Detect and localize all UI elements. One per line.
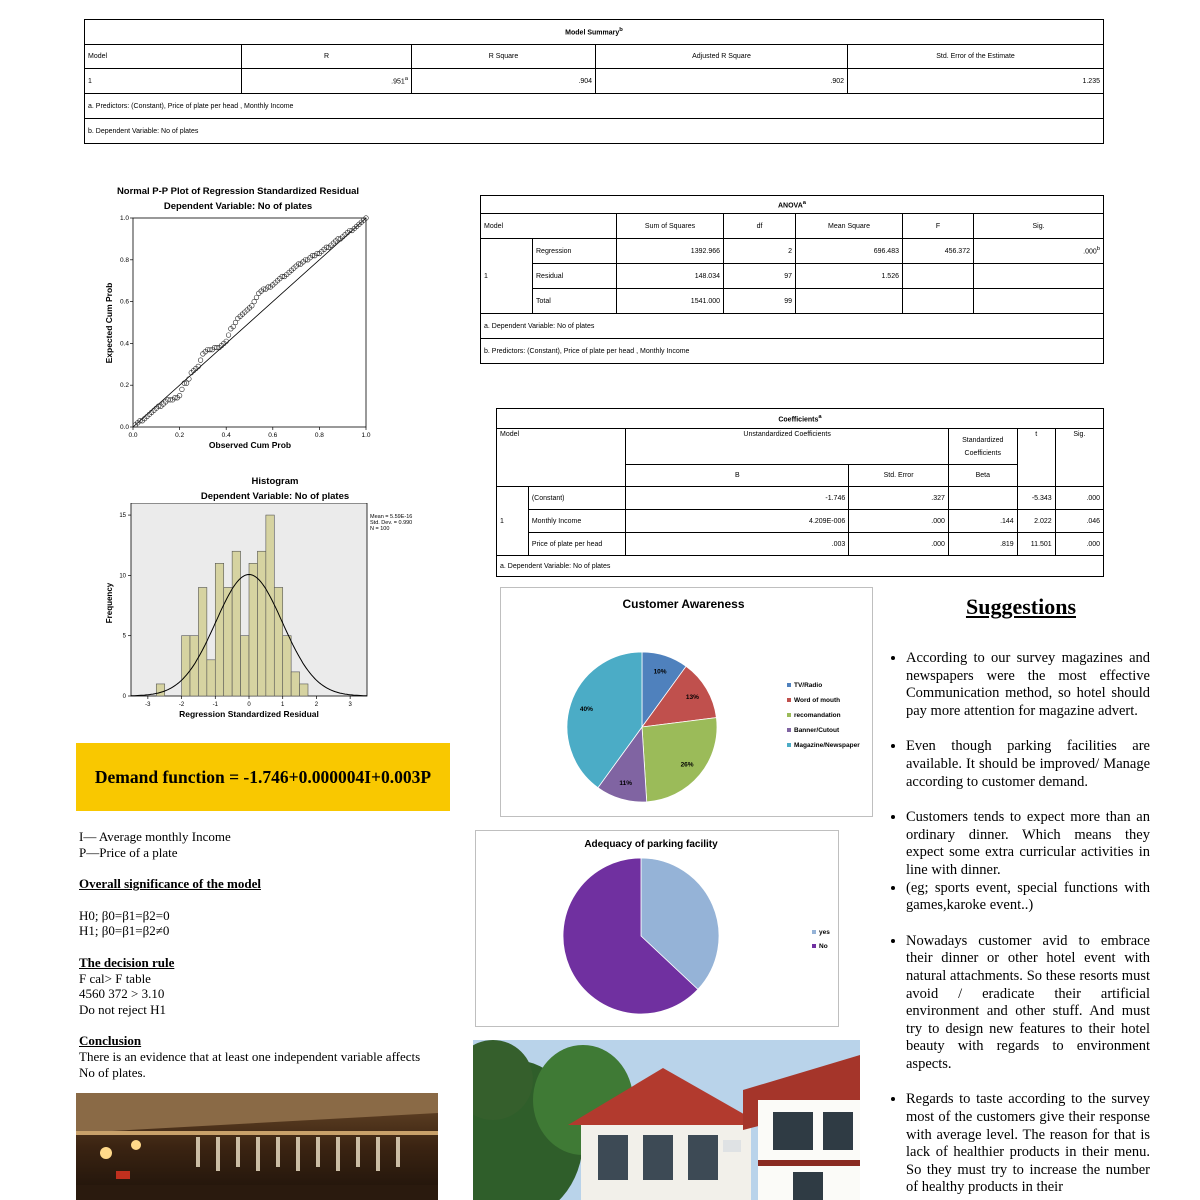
anova-cell-f (903, 289, 974, 314)
anova-model-num: 1 (481, 239, 533, 314)
ms-cell-adj-r-square: .902 (596, 69, 848, 94)
hist-bar (266, 515, 274, 696)
ms-header-r-square: R Square (412, 45, 596, 69)
anova-row-label: Residual (533, 264, 617, 289)
ms-cell-model: 1 (85, 69, 242, 94)
legend-label: recomandation (794, 712, 841, 719)
model-summary-table-wrap (84, 19, 1104, 144)
model-summary-table (84, 19, 1104, 144)
anova-cell-df: 99 (724, 289, 796, 314)
pie-data-label: 26% (680, 761, 694, 769)
pp-x-tick-label: 0.2 (175, 432, 185, 439)
ms-header-std-error: Std. Error of the Estimate (848, 45, 1104, 69)
anova-row-label: Regression (533, 239, 617, 264)
hist-bar (198, 587, 206, 696)
hist-stat-sd: Std. Dev. = 0.990 (370, 520, 413, 526)
suggestion-item: • Nowadays customer avid to embrace their dinner or other hotel event with natural attachments. So these resorts must avoid / eradicate their artificial environment and other stuff. And must try to design new features to their hotel beauty with regards to environment aspects. (906, 933, 1150, 1074)
anova-cell-f (903, 264, 974, 289)
def-price: P—Price of a plate (79, 844, 178, 860)
suggestion-item: • (eg; sports event, special functions with games,karoke event..) (906, 880, 1150, 915)
conclusion-heading: Conclusion (79, 1033, 142, 1049)
coef-cell-t: -5.343 (1017, 487, 1055, 510)
legend-label: yes (819, 929, 830, 936)
parking-title: Adequacy of parking facility (584, 839, 718, 850)
anova-cell-df: 2 (724, 239, 796, 264)
suggestions-list (888, 650, 1150, 1197)
anova-cell-df: 97 (724, 264, 796, 289)
anova-title: ANOVA$^a$ (481, 196, 1104, 214)
anova-cell-ms (796, 289, 903, 314)
hist-x-tick-label: 0 (247, 702, 251, 708)
pp-plot (100, 186, 371, 450)
pp-plot-ylabel: Expected Cum Prob (104, 282, 114, 364)
hist-x-tick-label: -2 (178, 702, 185, 708)
conclusion-line-1: There is an evidence that at least one independent variable affects (79, 1048, 421, 1064)
pp-plot-title: Normal P-P Plot of Regression Standardized Residual (116, 186, 360, 197)
anova-cell-f: 456.372 (903, 239, 974, 264)
legend-label: Word of mouth (794, 697, 841, 704)
coef-cell-b: -1.746 (626, 487, 849, 510)
hist-x-tick-label: 2 (314, 702, 319, 708)
anova-cell-ms: 1.526 (796, 264, 903, 289)
hotel-building-photo (473, 1040, 860, 1200)
coef-cell-sig: .000 (1055, 487, 1103, 510)
anova-note-a: a. Dependent Variable: No of plates (481, 314, 1104, 339)
histogram (100, 476, 430, 719)
coefficients-title: Coefficients$^a$ (497, 409, 1104, 429)
coefficients-table (496, 408, 1104, 577)
coef-row-label: (Constant) (528, 487, 626, 510)
anova-header-sig: Sig. (974, 214, 1104, 239)
ms-cell-std-error: 1.235 (848, 69, 1104, 94)
pie-data-label: 40% (579, 705, 593, 713)
anova-cell-ss: 1392.966 (617, 239, 724, 264)
coef-note-a: a. Dependent Variable: No of plates (497, 556, 1104, 577)
histogram-xlabel: Regression Standardized Residual (179, 709, 319, 719)
coef-header-std: Standardized Coefficients (948, 429, 1017, 465)
coef-header-t: t (1017, 429, 1055, 487)
decision-rule-heading: The decision rule (79, 954, 175, 970)
coef-cell-se: .000 (849, 533, 949, 556)
customer-awareness-chart (500, 587, 873, 817)
histogram-svg (100, 503, 440, 753)
coef-cell-beta: .819 (948, 533, 1017, 556)
pie-data-label: 13% (685, 694, 699, 702)
anova-cell-ss: 1541.000 (617, 289, 724, 314)
coef-header-model: Model (497, 429, 626, 487)
coef-row-label: Monthly Income (528, 510, 626, 533)
hist-bar (249, 563, 257, 696)
h1-line: H1; β0=β1=β2≠0 (79, 923, 170, 939)
legend-label: TV/Radio (794, 682, 823, 689)
h0-line: H0; β0=β1=β2=0 (79, 907, 170, 923)
decision-line-3: Do not reject H1 (79, 1001, 167, 1017)
histogram-title: Histogram (251, 476, 299, 487)
legend-swatch (787, 683, 791, 687)
hist-y-tick-label: 15 (119, 513, 126, 520)
hist-bar (215, 563, 223, 696)
hist-x-tick-label: 1 (281, 702, 285, 708)
hist-x-tick-label: -1 (212, 702, 218, 708)
pp-y-tick-label: 1.0 (119, 215, 129, 222)
pp-x-tick-label: 0.6 (268, 432, 278, 439)
awareness-title: Customer Awareness (622, 597, 745, 611)
hist-bar (207, 660, 215, 696)
anova-table (480, 195, 1104, 364)
legend-label: Magazine/Newspaper (794, 742, 860, 749)
suggestion-item: • Customers tends to expect more than an ordinary dinner. Which means they expect some extra curricular activities in line with dinner. (906, 809, 1150, 879)
awareness-pie-svg (501, 616, 872, 816)
decision-line-2: 4560 372 > 3.10 (79, 986, 165, 1002)
anova-note-b: b. Predictors: (Constant), Price of plate per head , Monthly Income (481, 339, 1104, 364)
coef-header-b: B (626, 465, 849, 487)
histogram-ylabel: Frequency (105, 582, 114, 624)
hist-y-tick-label: 10 (119, 573, 126, 580)
coef-row-label: Price of plate per head (528, 533, 626, 556)
coef-header-sig: Sig. (1055, 429, 1103, 487)
pp-y-tick-label: 0.2 (119, 382, 129, 390)
ms-note-b: b. Dependent Variable: No of plates (85, 119, 1104, 144)
pie-data-label: 10% (653, 668, 667, 676)
parking-pie-svg (476, 851, 838, 1026)
left-text-block (79, 829, 459, 1080)
def-income: I— Average monthly Income (79, 829, 231, 844)
hist-bar (300, 684, 308, 696)
ms-header-adj-r-square: Adjusted R Square (596, 45, 848, 69)
coef-model-num: 1 (497, 487, 529, 556)
anova-header-model: Model (481, 214, 617, 239)
anova-header-df: df (724, 214, 796, 239)
coef-cell-se: .000 (849, 510, 949, 533)
hist-bar (274, 587, 282, 696)
pie-slice (642, 718, 717, 802)
pie-data-label: 11% (619, 780, 633, 788)
hist-bar (182, 636, 190, 696)
hist-bar (291, 672, 299, 696)
legend-swatch (787, 728, 791, 732)
anova-cell-ms: 696.483 (796, 239, 903, 264)
coef-cell-b: 4.209E-006 (626, 510, 849, 533)
histogram-subtitle: Dependent Variable: No of plates (200, 491, 350, 502)
conclusion-line-2: No of plates. (79, 1064, 146, 1080)
decision-line-1: F cal> F table (79, 970, 151, 986)
hist-bar (224, 587, 232, 696)
hist-stat-n: N = 100 (370, 526, 390, 532)
coef-cell-se: .327 (849, 487, 949, 510)
ms-note-a: a. Predictors: (Constant), Price of plate per head , Monthly Income (85, 94, 1104, 119)
anova-header-ms: Mean Square (796, 214, 903, 239)
pp-x-tick-label: 0.4 (221, 432, 231, 439)
pp-y-tick-label: 0.0 (119, 424, 129, 431)
suggestions-title: Suggestions (965, 594, 1077, 619)
anova-header-f: F (903, 214, 974, 239)
hist-bar (283, 636, 291, 696)
legend-swatch (812, 930, 816, 934)
anova-cell-sig (974, 264, 1104, 289)
hist-stat-mean: Mean = 5.59E-16 (370, 514, 413, 520)
suggestion-item: • Regards to taste according to the survey most of the customers give their response with average level. The reason for that is lack of healthier products in their menu. So they must try to increase the number of healthy products in their (906, 1091, 1150, 1197)
pp-y-tick-label: 0.8 (119, 256, 129, 264)
suggestion-item: • Even though parking facilities are available. It should be improved/ Manage according to customer demand. (906, 738, 1150, 791)
pp-plot-subtitle: Dependent Variable: No of plates (163, 201, 313, 212)
suggestions-panel (888, 594, 1150, 1200)
coef-cell-sig: .046 (1055, 510, 1103, 533)
hist-bar (257, 551, 265, 696)
hist-y-tick-label: 5 (122, 633, 126, 640)
hist-y-tick-label: 0 (122, 694, 126, 700)
coef-cell-t: 11.501 (1017, 533, 1055, 556)
anova-table-wrap (480, 195, 1104, 364)
pp-x-tick-label: 0.0 (128, 432, 138, 439)
demand-function-box (76, 743, 450, 811)
coef-header-se: Std. Error (849, 465, 949, 487)
ms-cell-r-square: .904 (412, 69, 596, 94)
restaurant-bar-photo (76, 1093, 438, 1200)
coef-cell-beta (948, 487, 1017, 510)
legend-label: Banner/Cutout (794, 727, 840, 734)
hist-bar (232, 551, 240, 696)
coef-cell-beta: .144 (948, 510, 1017, 533)
ms-cell-r: .951$^a$ (242, 69, 412, 94)
hist-bar (156, 684, 164, 696)
legend-swatch (787, 713, 791, 717)
legend-label: No (819, 943, 828, 950)
coef-header-beta: Beta (948, 465, 1017, 487)
hist-x-tick-label: -3 (145, 702, 151, 708)
parking-adequacy-chart (475, 830, 839, 1027)
pp-x-tick-label: 0.8 (314, 432, 324, 439)
anova-row-label: Total (533, 289, 617, 314)
coef-cell-b: .003 (626, 533, 849, 556)
hist-x-tick-label: 3 (348, 702, 352, 708)
coef-cell-sig: .000 (1055, 533, 1103, 556)
hist-bar (190, 636, 198, 696)
ms-header-r: R (242, 45, 412, 69)
anova-cell-sig: .000$^b$ (974, 239, 1104, 264)
pp-plot-xlabel: Observed Cum Prob (208, 440, 292, 450)
demand-function-text: Demand function = -1.746+0.000004I+0.003P (94, 766, 432, 787)
legend-swatch (787, 743, 791, 747)
overall-significance-heading: Overall significance of the model (79, 876, 261, 892)
suggestion-item: • According to our survey magazines and newspapers were the most effective Communication method, so hotel should pay more attention for magazine advert. (906, 650, 1150, 720)
pp-y-tick-label: 0.6 (119, 298, 129, 306)
anova-header-ss: Sum of Squares (617, 214, 724, 239)
ms-header-model: Model (85, 45, 242, 69)
coef-header-unstd: Unstandardized Coefficients (626, 429, 948, 465)
anova-cell-ss: 148.034 (617, 264, 724, 289)
coefficients-table-wrap (496, 408, 1104, 577)
pp-plot-svg (100, 213, 380, 453)
pp-y-tick-label: 0.4 (119, 340, 129, 348)
hist-bar (241, 636, 249, 696)
anova-cell-sig (974, 289, 1104, 314)
model-summary-title: Model Summary$^b$ (85, 20, 1104, 45)
pp-x-tick-label: 1.0 (361, 432, 371, 439)
legend-swatch (812, 944, 816, 948)
legend-swatch (787, 698, 791, 702)
coef-cell-t: 2.022 (1017, 510, 1055, 533)
